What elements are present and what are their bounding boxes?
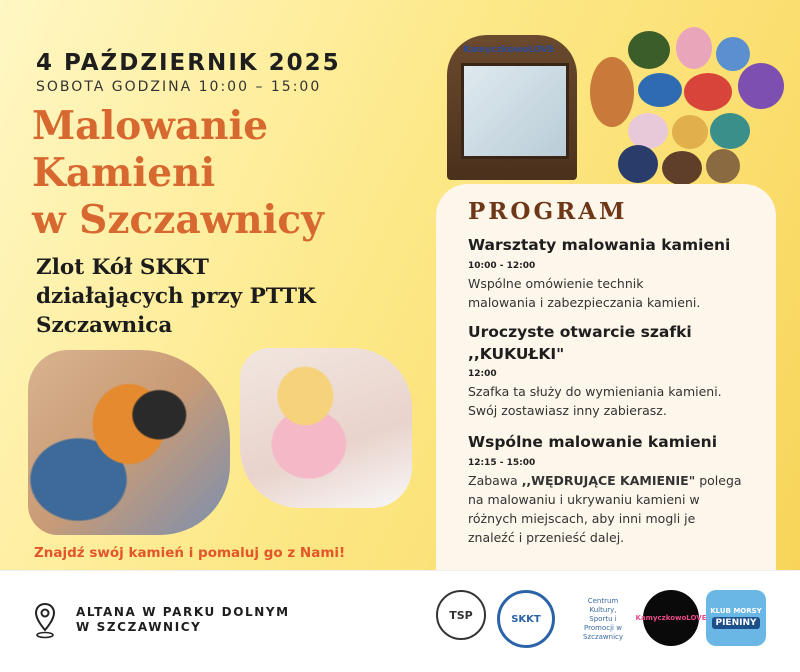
- opening-time: 12:00: [468, 369, 497, 379]
- location-line: W SZCZAWNICY: [76, 620, 202, 634]
- klub-morsy-logo: KLUB MORSY PIENINY: [706, 590, 766, 646]
- desc-line: różnych miejscach, aby inni mogli je: [468, 511, 696, 526]
- cabinet-sign: KamyczkowoLOVE: [463, 45, 555, 55]
- title-line: Malowanie: [32, 103, 269, 149]
- stone-image: [590, 57, 634, 127]
- stone-image: [672, 115, 708, 149]
- cabinet-photo: [447, 35, 577, 180]
- workshop-time: 10:00 - 12:00: [468, 261, 536, 271]
- desc-line: malowania i zabezpieczania kamieni.: [468, 295, 701, 310]
- desc-line: Zabawa ,,WĘDRUJĄCE KAMIENIE" polega: [468, 473, 742, 488]
- stone-image: [628, 113, 668, 149]
- stone-image: [706, 149, 740, 183]
- desc-line: na malowaniu i ukrywaniu kamieni w: [468, 492, 700, 507]
- stone-image: [628, 31, 670, 69]
- desc-line: Wspólne omówienie technik: [468, 276, 644, 291]
- location-line: ALTANA W PARKU DOLNYM: [76, 605, 290, 619]
- stone-image: [684, 73, 732, 111]
- skkt-logo: SKKT: [497, 590, 555, 648]
- subtitle-line: Szczawnica: [36, 313, 173, 338]
- painted-stones-collage: [588, 27, 788, 185]
- stone-image: [638, 73, 682, 107]
- opening-title: [468, 321, 692, 365]
- stone-image: [710, 113, 750, 149]
- desc-line: znaleźć i przenieść dalej.: [468, 530, 625, 545]
- event-time: SOBOTA GODZINA 10:00 – 15:00: [36, 79, 322, 95]
- program-heading: PROGRAM: [468, 198, 628, 225]
- location-address: [76, 605, 290, 635]
- painting-time: 12:15 - 15:00: [468, 458, 536, 468]
- tsp-logo: TSP: [436, 590, 486, 640]
- subtitle-line: działających przy PTTK: [36, 284, 316, 309]
- event-subtitle: [36, 253, 316, 340]
- desc-line: Szafka ta służy do wymieniania kamieni.: [468, 384, 722, 399]
- title-line: w Szczawnicy: [32, 197, 324, 243]
- desc-line: Swój zostawiasz inny zabierasz.: [468, 403, 667, 418]
- tagline: Znajdź swój kamień i pomaluj go z Nami!: [34, 545, 346, 561]
- opening-description: [468, 382, 748, 420]
- cabinet-glass: [461, 63, 569, 159]
- painting-description: [468, 471, 748, 547]
- stone-image: [738, 63, 784, 109]
- culture-center-logo: Centrum Kultury, Sportu i Promocji w Szczawnicy: [582, 596, 624, 641]
- title-line: Kamieni: [32, 150, 216, 196]
- stone-image: [618, 145, 658, 183]
- workshop-title: Warsztaty malowania kamieni: [468, 236, 731, 254]
- stone-image: [716, 37, 750, 71]
- stone-image: [676, 27, 712, 69]
- location-pin-icon: [34, 602, 56, 640]
- child-painting-photo: [240, 348, 412, 508]
- stone-image: [662, 151, 702, 185]
- event-title: [32, 103, 324, 244]
- painted-stones-photo: [28, 350, 230, 535]
- title-line: Uroczyste otwarcie szafki: [468, 323, 692, 341]
- workshop-description: [468, 274, 748, 312]
- title-line: ,,KUKUŁKI": [468, 345, 565, 363]
- kamyczkowo-logo: KamyczkowoLOVE: [643, 590, 699, 646]
- painting-title: Wspólne malowanie kamieni: [468, 433, 718, 451]
- event-date: 4 PAŹDZIERNIK 2025: [36, 50, 341, 76]
- subtitle-line: Zlot Kół SKKT: [36, 255, 209, 280]
